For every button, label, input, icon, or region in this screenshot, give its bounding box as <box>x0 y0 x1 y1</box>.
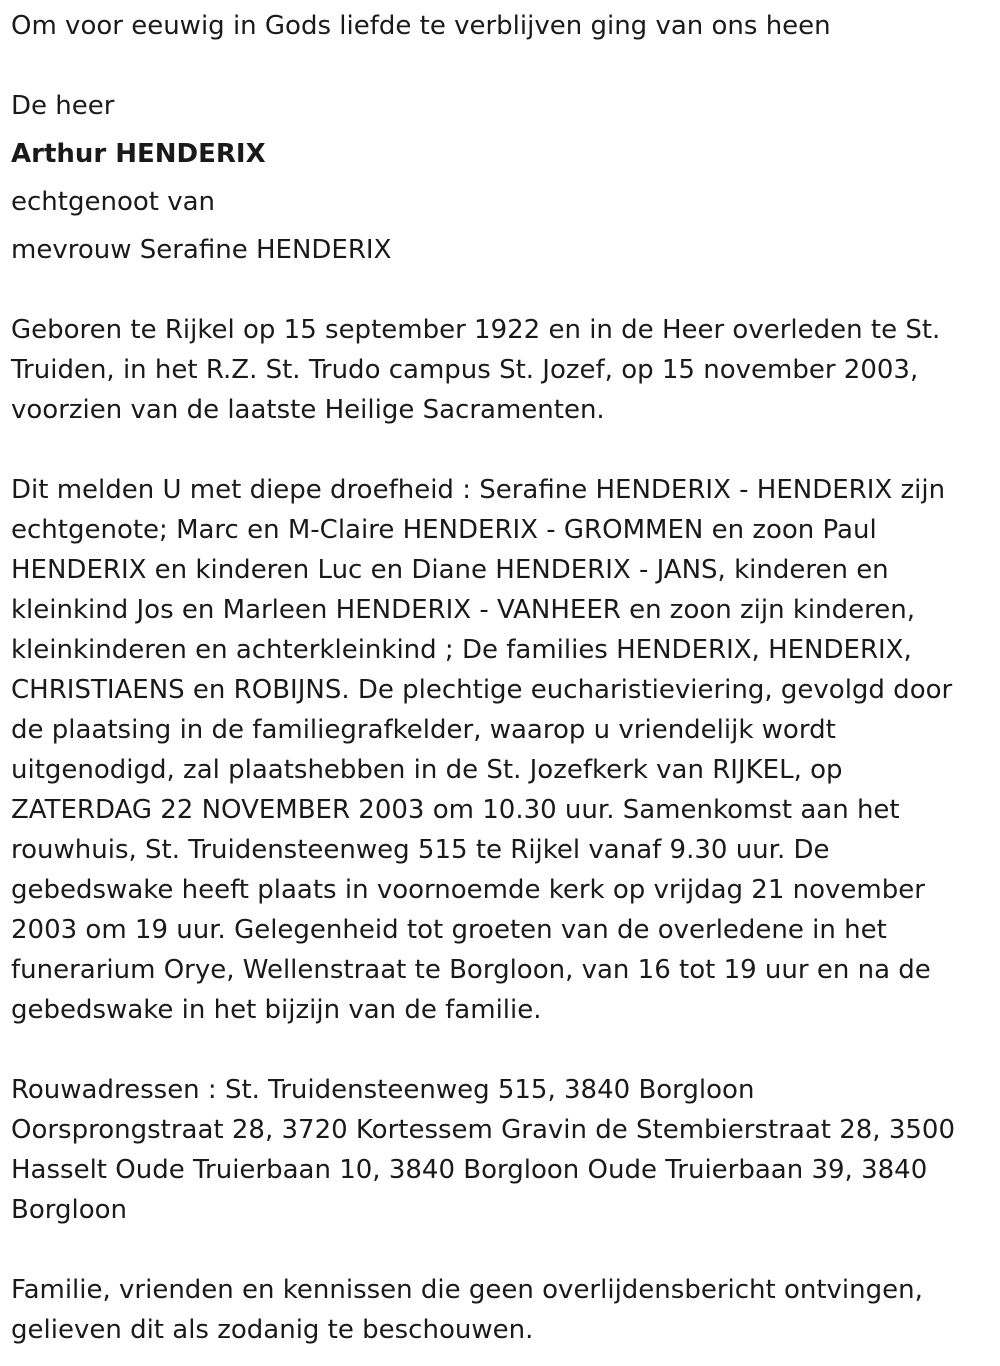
paragraph-line: gebedswake heeft plaats in voornoemde kerk op vrijdag 21 november <box>11 875 925 905</box>
paragraph-line: voorzien van de laatste Heilige Sacramenten. <box>11 395 605 425</box>
birth-death-paragraph <box>11 310 986 430</box>
addresses-paragraph <box>11 1070 986 1230</box>
paragraph-line: Truiden, in het R.Z. St. Trudo campus St. Jozef, op 15 november 2003, <box>11 355 919 385</box>
paragraph-line: Rouwadressen : St. Truidensteenweg 515, 3840 Borgloon <box>11 1075 755 1105</box>
spouse-label: echtgenoot van <box>11 187 216 217</box>
paragraph-line: gelieven dit als zodanig te beschouwen. <box>11 1315 534 1345</box>
intro-text: Om voor eeuwig in Gods liefde te verblijven ging van ons heen <box>11 11 831 41</box>
paragraph-line: Hasselt Oude Truierbaan 10, 3840 Borgloon Oude Truierbaan 39, 3840 <box>11 1155 928 1185</box>
paragraph-line: funerarium Orye, Wellenstraat te Borgloon, van 16 tot 19 uur en na de <box>11 955 931 985</box>
paragraph-line: uitgenodigd, zal plaatshebben in de St. Jozefkerk van RIJKEL, op <box>11 755 843 785</box>
paragraph-line: Borgloon <box>11 1195 127 1225</box>
paragraph-line: 2003 om 19 uur. Gelegenheid tot groeten van de overledene in het <box>11 915 887 945</box>
deceased-name: Arthur HENDERIX <box>11 139 266 169</box>
paragraph-line: HENDERIX en kinderen Luc en Diane HENDERIX - JANS, kinderen en <box>11 555 889 585</box>
paragraph-line: gebedswake in het bijzijn van de familie. <box>11 995 542 1025</box>
paragraph-line: de plaatsing in de familiegrafkelder, waarop u vriendelijk wordt <box>11 715 836 745</box>
paragraph-line: Familie, vrienden en kennissen die geen overlijdensbericht ontvingen, <box>11 1275 923 1305</box>
paragraph-line: echtgenote; Marc en M-Claire HENDERIX - GROMMEN en zoon Paul <box>11 515 877 545</box>
paragraph-line: Dit melden U met diepe droefheid : Serafine HENDERIX - HENDERIX zijn <box>11 475 946 505</box>
announcement-paragraph <box>11 470 986 1030</box>
closing-paragraph <box>11 1270 986 1350</box>
paragraph-line: Oorsprongstraat 28, 3720 Kortessem Gravin de Stembierstraat 28, 3500 <box>11 1115 955 1145</box>
paragraph-line: kleinkind Jos en Marleen HENDERIX - VANHEER en zoon zijn kinderen, <box>11 595 915 625</box>
paragraph-line: rouwhuis, St. Truidensteenweg 515 te Rijkel vanaf 9.30 uur. De <box>11 835 830 865</box>
paragraph-line: Geboren te Rijkel op 15 september 1922 en in de Heer overleden te St. <box>11 315 941 345</box>
spouse-name: mevrouw Serafine HENDERIX <box>11 235 392 265</box>
paragraph-line: kleinkinderen en achterkleinkind ; De families HENDERIX, HENDERIX, <box>11 635 912 665</box>
paragraph-line: ZATERDAG 22 NOVEMBER 2003 om 10.30 uur. Samenkomst aan het <box>11 795 900 825</box>
paragraph-line: CHRISTIAENS en ROBIJNS. De plechtige eucharistieviering, gevolgd door <box>11 675 953 705</box>
honorific-title: De heer <box>11 91 115 121</box>
